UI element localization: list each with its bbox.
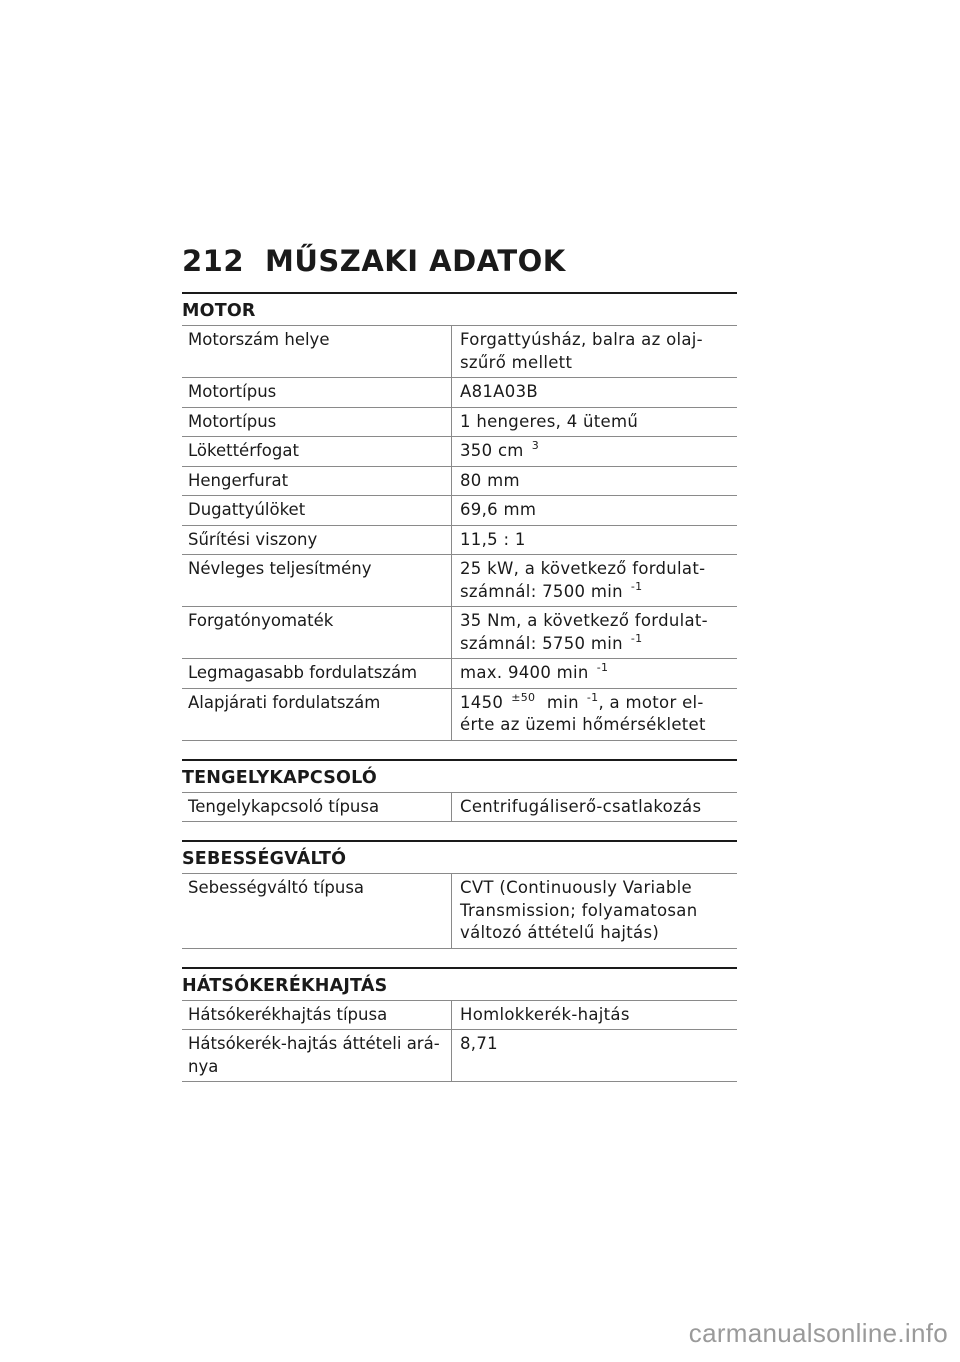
- spec-value: 80 mm: [460, 470, 520, 490]
- value-text: 1450: [460, 692, 504, 712]
- unit-superscript: -1: [586, 690, 599, 704]
- value-line: [460, 581, 731, 604]
- spec-label: Tengelykapcsoló típusa: [182, 793, 452, 822]
- table-row: [182, 689, 737, 741]
- page-header: [182, 244, 566, 278]
- value-line: érte az üzemi hőmérsékletet: [460, 715, 706, 734]
- spec-label: Hátsókerékhajtás típusa: [182, 1001, 452, 1030]
- section-title: SEBESSÉGVÁLTÓ: [182, 840, 737, 874]
- spec-label: Hengerfurat: [182, 467, 452, 496]
- section-gearbox: [182, 840, 737, 949]
- table-row: [182, 793, 737, 823]
- spec-value: A81A03B: [460, 382, 538, 401]
- spec-label: Alapjárati fordulatszám: [182, 689, 452, 740]
- spec-label: Motortípus: [182, 378, 452, 407]
- section-motor: [182, 292, 737, 741]
- value-text: számnál: 5750 min: [460, 633, 623, 653]
- table-row: [182, 378, 737, 408]
- table-row: [182, 467, 737, 497]
- unit-superscript: -1: [630, 631, 643, 645]
- table-row: [182, 607, 737, 659]
- table-row: [182, 526, 737, 556]
- section-title: MOTOR: [182, 292, 737, 326]
- table-row: [182, 437, 737, 467]
- spec-label: Dugattyúlöket: [182, 496, 452, 525]
- table-row: [182, 1030, 737, 1082]
- value-text: 350 cm: [460, 441, 524, 460]
- section-rear-drive: [182, 967, 737, 1083]
- value-text: min: [541, 692, 579, 712]
- spec-label: Sűrítési viszony: [182, 526, 452, 555]
- spec-value: [452, 659, 737, 688]
- value-line: 25 kW, a következő fordulat-: [460, 559, 706, 578]
- spec-label: Sebességváltó típusa: [182, 874, 452, 948]
- watermark-text: carmanualsonline.info: [688, 1318, 948, 1348]
- spec-label: Hátsókerék-hajtás áttételi ará- nya: [182, 1030, 452, 1081]
- spec-value: 8,71: [460, 1034, 498, 1053]
- spec-value: CVT (Continuously Variable Transmission; folyamatosan változó áttételű hajtás): [460, 878, 698, 942]
- unit-superscript: -1: [630, 579, 643, 593]
- section-title: HÁTSÓKERÉKHAJTÁS: [182, 967, 737, 1001]
- spec-label: Forgatónyomaték: [182, 607, 452, 658]
- value-line: 35 Nm, a következő fordulat-: [460, 611, 708, 630]
- table-row: [182, 874, 737, 949]
- spec-label: Motorszám helye: [182, 326, 452, 377]
- tolerance-superscript: ±50: [511, 690, 536, 704]
- spec-value: 11,5 : 1: [460, 529, 526, 549]
- spec-value: Centrifugáliserő-csatlakozás: [460, 796, 702, 816]
- unit-superscript: -1: [596, 661, 609, 674]
- spec-content: [182, 292, 737, 1100]
- value-line: [460, 633, 731, 656]
- section-title: TENGELYKAPCSOLÓ: [182, 759, 737, 793]
- spec-label: Motortípus: [182, 408, 452, 437]
- spec-label: Legmagasabb fordulatszám: [182, 659, 452, 688]
- table-row: [182, 326, 737, 378]
- page-title: MŰSZAKI ADATOK: [265, 244, 566, 278]
- value-line: [460, 692, 731, 715]
- table-row: [182, 659, 737, 689]
- spec-value: [452, 689, 737, 740]
- table-row: [182, 555, 737, 607]
- table-row: [182, 496, 737, 526]
- unit-superscript: 3: [531, 439, 539, 452]
- spec-label: Lökettérfogat: [182, 437, 452, 466]
- spec-value: [452, 607, 737, 658]
- table-row: [182, 408, 737, 438]
- section-clutch: [182, 759, 737, 823]
- spec-label: Névleges teljesítmény: [182, 555, 452, 606]
- spec-value: 1 hengeres, 4 ütemű: [460, 411, 639, 431]
- value-text: számnál: 7500 min: [460, 581, 623, 601]
- table-row: [182, 1001, 737, 1031]
- spec-value: Homlokkerék-hajtás: [460, 1004, 630, 1024]
- spec-value: Forgattyúsház, balra az olaj- szűrő mellett: [460, 330, 703, 372]
- value-text: , a motor el-: [598, 692, 704, 712]
- spec-value: [452, 555, 737, 606]
- spec-value: [452, 437, 737, 466]
- value-text: max. 9400 min: [460, 663, 589, 682]
- page-number: 212: [182, 244, 245, 278]
- spec-value: 69,6 mm: [460, 500, 537, 519]
